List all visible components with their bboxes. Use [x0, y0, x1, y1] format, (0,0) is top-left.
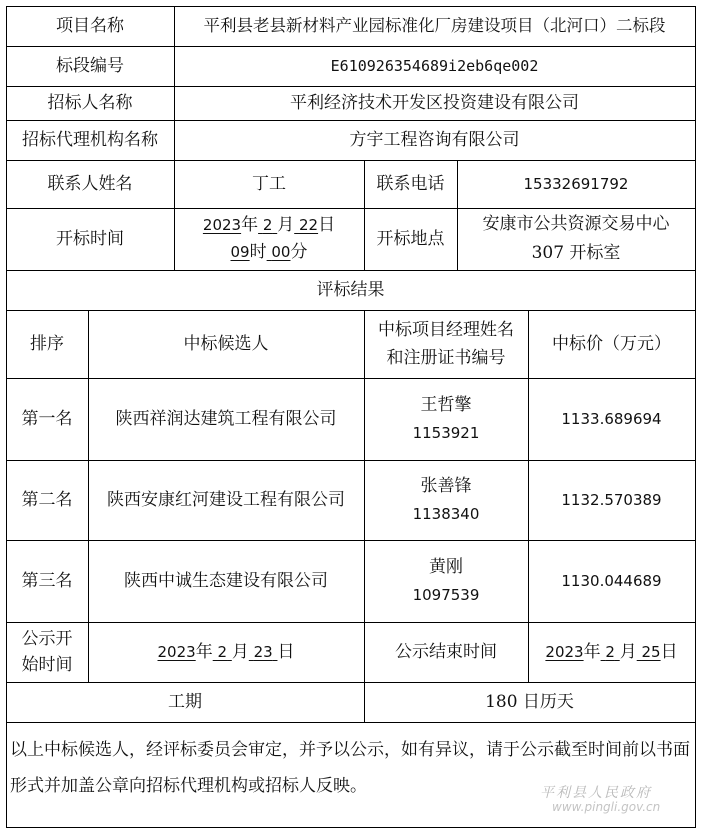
- row-opening: [6, 208, 695, 270]
- grid-line: [6, 160, 696, 161]
- candidate-company: 陕西安康红河建设工程有限公司: [107, 490, 345, 510]
- grid-line: [6, 46, 696, 47]
- candidate-row: [6, 378, 695, 460]
- grid-line: [457, 160, 458, 270]
- project-name-value: 平利县老县新材料产业园标准化厂房建设项目（北河口）二标段: [203, 16, 666, 35]
- grid-line: [6, 6, 7, 828]
- publicity-end-value: 2023年 2 月 25日: [545, 642, 678, 662]
- row-result-title: [6, 270, 695, 310]
- section-code-value: E610926354689i2eb6qe002: [330, 57, 539, 75]
- candidate-price: 1130.044689: [561, 572, 662, 590]
- candidate-rank: 第三名: [21, 571, 73, 591]
- contact-name-label: 联系人姓名: [47, 174, 133, 194]
- watermark: 平利县人民政府: [540, 785, 652, 801]
- grid-line: [6, 540, 696, 541]
- publicity-start-label: 公示开 始时间: [21, 629, 73, 675]
- candidate-rank: 第二名: [21, 490, 73, 510]
- grid-line: [6, 682, 696, 683]
- grid-line: [6, 6, 696, 7]
- agency-label: 招标代理机构名称: [22, 130, 158, 150]
- candidate-row: [6, 460, 695, 540]
- header-candidate: 中标候选人: [183, 334, 269, 354]
- grid-line: [528, 310, 529, 682]
- row-duration: [6, 682, 695, 722]
- header-price: 中标价（万元）: [552, 334, 671, 354]
- grid-line: [6, 460, 696, 461]
- grid-line: [6, 622, 696, 623]
- candidate-manager: 黄刚 1097539: [412, 557, 480, 604]
- candidate-company: 陕西祥润达建筑工程有限公司: [115, 409, 337, 429]
- contact-name-value: 丁工: [252, 174, 286, 194]
- watermark-url: www.pingli.gov.cn: [552, 800, 661, 814]
- header-rank: 排序: [30, 334, 64, 354]
- tenderer-value: 平利经济技术开发区投资建设有限公司: [290, 93, 579, 113]
- candidate-company: 陕西中诚生态建设有限公司: [124, 571, 328, 591]
- opening-time-value: 2023年 2 月 22日 09时 00分: [202, 215, 336, 262]
- row-result-header: [6, 310, 695, 378]
- publicity-end-label: 公示结束时间: [395, 642, 497, 662]
- grid-line: [695, 6, 696, 828]
- project-name-label: 项目名称: [56, 16, 124, 36]
- grid-line: [174, 6, 175, 270]
- grid-line: [6, 270, 696, 271]
- header-manager: 中标项目经理姓名 和注册证书编号: [378, 320, 514, 368]
- grid-line: [6, 86, 696, 87]
- objection-note: 以上中标候选人，经评标委员会审定，并予以公示，如有异议，请于公示截至时间前以书面形式并加盖公章向招标代理机构或招标人反映。: [10, 740, 690, 796]
- row-agency: [6, 120, 695, 160]
- grid-line: [6, 722, 696, 723]
- contact-phone-label: 联系电话: [376, 174, 445, 194]
- candidate-price: 1133.689694: [561, 410, 662, 428]
- grid-line: [6, 208, 696, 209]
- section-code-label: 标段编号: [56, 56, 124, 76]
- candidate-manager: 张善锋 1138340: [412, 476, 480, 523]
- row-project-name: [6, 6, 695, 46]
- candidate-row: [6, 540, 695, 622]
- candidate-rank: 第一名: [21, 409, 73, 429]
- grid-line: [6, 378, 696, 379]
- publicity-start-value: 2023年 2 月 23 日: [157, 642, 295, 662]
- row-section-code: [6, 46, 695, 86]
- duration-value: 180 日历天: [485, 692, 574, 712]
- grid-line: [6, 310, 696, 311]
- grid-line: [88, 310, 89, 682]
- row-contact: [6, 160, 695, 208]
- agency-value: 方宇工程咨询有限公司: [349, 130, 520, 150]
- row-tenderer: [6, 86, 695, 120]
- opening-place-label: 开标地点: [376, 229, 445, 249]
- tenderer-label: 招标人名称: [47, 93, 133, 113]
- opening-time-label: 开标时间: [56, 229, 124, 249]
- candidate-price: 1132.570389: [561, 491, 662, 509]
- contact-phone-value: 15332691792: [523, 175, 629, 193]
- duration-label: 工期: [168, 692, 202, 712]
- grid-line: [6, 827, 696, 828]
- result-title: 评标结果: [316, 280, 385, 300]
- grid-line: [364, 160, 365, 270]
- row-publicity: [6, 622, 695, 682]
- opening-place-value: 安康市公共资源交易中心 307 开标室: [482, 214, 670, 263]
- candidate-manager: 王哲擎 1153921: [412, 395, 480, 442]
- grid-line: [6, 120, 696, 121]
- grid-line: [364, 310, 365, 722]
